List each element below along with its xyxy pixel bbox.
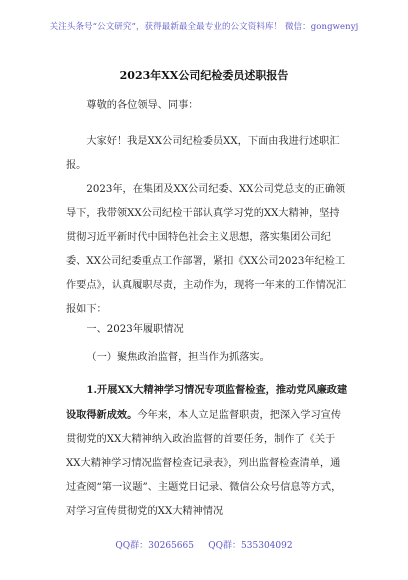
subsection-heading: （一）聚焦政治监督，担当作为抓落实。: [86, 352, 270, 363]
section-heading: 一、2023年履职情况: [86, 324, 184, 335]
para2-block: [66, 178, 348, 322]
greeting: 尊敬的各位领导、同事：: [86, 100, 199, 111]
footer-qq1: QQ群：30265665: [115, 541, 194, 551]
intro-paragraph: 大家好！我是XX公司纪检委员XX，下面由我进行述职汇报。: [66, 136, 340, 171]
summary-paragraph: 2023年，在集团及XX公司纪委、XX公司党总支的正确领导下，我带领XX公司纪检干部认真学习党的XX大精神，坚持贯彻习近平新时代中国特色社会主义思想，落实集团公司纪委、XX公司纪委重点工作部署，紧扣《XX公司2023年纪检工作要点》，认真履职尽责，主动作为，现将一年来的工作情况汇报如下：: [66, 184, 347, 315]
greeting-block: [66, 94, 348, 118]
document-title: 2023年XX公司纪检委员述职报告: [119, 69, 289, 82]
subsection1-block: [66, 346, 348, 370]
footer-qq2: QQ群：535304092: [208, 541, 293, 551]
item1-paragraph: [66, 378, 348, 524]
para1-block: [66, 130, 348, 178]
item1-text: 今年来，本人立足监督职责，把深入学习宣传贯彻党的XX大精神纳入政治监督的首要任务，制作了《关于XX大精神学习情况监督检查记录表》，列出监督检查清单，通过查阅“第一议题”、主题党日记录、微信公众号信息等方式，对学习宣传贯彻党的XX大精神情况: [66, 410, 342, 517]
header-banner: 关注头条号“公文研究”，获得最新最全最专业的公文资料库！ 微信：gongwenyj: [49, 22, 359, 32]
item1-block: [66, 378, 348, 524]
footer: [0, 538, 408, 551]
section1-block: [66, 318, 348, 342]
item1-heading: 1.开展XX大精神学习情况专项监督检查，推动党风廉政建设取得新成效。: [66, 384, 348, 421]
